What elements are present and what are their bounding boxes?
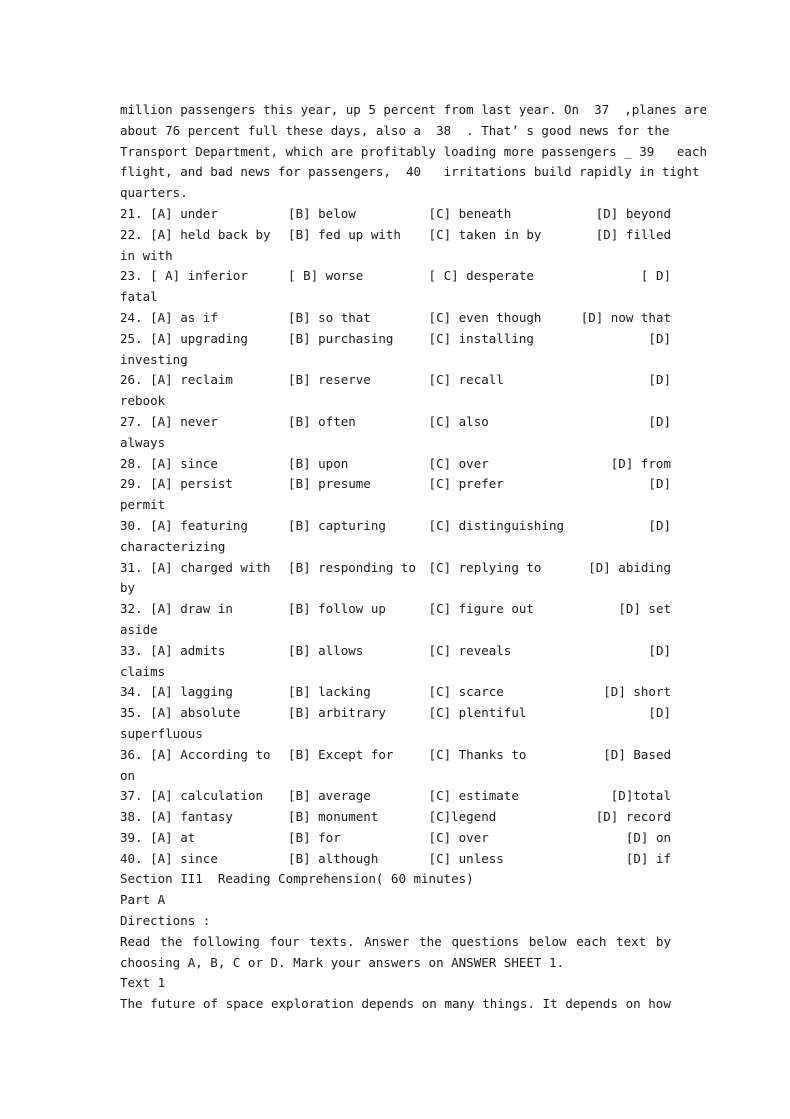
option-c[interactable]: [C] figure out [428, 601, 534, 617]
option-a[interactable]: [A] upgrading [150, 330, 248, 346]
option-a[interactable]: [A] charged with [150, 559, 271, 575]
option-d[interactable]: [D] from [610, 455, 671, 471]
option-c[interactable]: [C] even though [428, 309, 542, 325]
option-c[interactable]: [C] over [428, 455, 489, 471]
option-d[interactable]: [D]total [610, 788, 671, 804]
option-a[interactable]: [A] According to [150, 746, 271, 762]
option-b[interactable]: [B] reserve [288, 372, 371, 388]
option-d[interactable]: [D] now that [580, 309, 671, 325]
option-a[interactable]: [A] fantasy [150, 809, 233, 825]
directions-line: choosing A, B, C or D. Mark your answers on ANSWER SHEET 1. [120, 954, 565, 970]
directions-line [120, 932, 671, 953]
option-d[interactable]: [D] short [603, 684, 671, 700]
option-d[interactable]: [D] [648, 476, 671, 492]
word: how [648, 996, 671, 1012]
word: the [159, 933, 183, 949]
word: by [655, 933, 671, 949]
question-row [120, 828, 671, 849]
option-c[interactable]: [C] recall [428, 372, 504, 388]
option-c[interactable]: [C] plentiful [428, 705, 527, 721]
option-c[interactable]: [C] replying to [428, 559, 542, 575]
option-d[interactable]: [D] [648, 705, 671, 721]
option-b[interactable]: [B] so that [288, 309, 371, 325]
question-row [120, 308, 671, 329]
section-title: Section II1 Reading Comprehension( 60 minutes) [120, 871, 474, 887]
word: depends [361, 996, 415, 1012]
option-a[interactable]: [A] at [150, 829, 196, 845]
text-label: Text 1 [120, 975, 166, 991]
option-c[interactable]: [C] Thanks to [428, 746, 527, 762]
question-number: 33. [120, 642, 151, 658]
question-number: 21. [120, 205, 151, 221]
option-c[interactable]: [C] estimate [428, 788, 519, 804]
question-number: 35. [120, 705, 151, 721]
passage-line: flight, and bad news for passengers, 40 irritations build rapidly in tight [120, 164, 700, 180]
option-d[interactable]: [D] abiding [588, 559, 671, 575]
option-b[interactable]: [B] purchasing [288, 330, 394, 346]
question-row [120, 474, 671, 495]
question-row [120, 329, 671, 350]
question-list [120, 204, 671, 870]
option-wrap-text: permit [120, 497, 166, 513]
option-c[interactable]: [C] prefer [428, 476, 504, 492]
option-wrap-text: in with [120, 247, 173, 263]
part-label: Part A [120, 892, 166, 908]
word: It [542, 996, 558, 1012]
word: The [120, 996, 143, 1012]
word: depends [565, 996, 618, 1012]
word: on [625, 996, 641, 1012]
question-row [120, 370, 671, 391]
option-a[interactable]: [A] since [150, 850, 218, 866]
passage-line: million passengers this year, up 5 percent from last year. On 37 ,planes are [120, 102, 707, 117]
option-wrap-text: investing [120, 351, 188, 367]
option-b[interactable]: [B] for [288, 829, 341, 845]
passage-line: quarters. [120, 185, 188, 201]
option-a[interactable]: [A] featuring [150, 517, 248, 533]
option-b[interactable]: [B] upon [288, 455, 349, 471]
option-d[interactable]: [D] filled [595, 226, 671, 242]
question-row [120, 641, 671, 662]
question-row [120, 225, 671, 246]
option-wrap-text: superfluous [120, 725, 203, 741]
option-wrap-text: characterizing [120, 538, 226, 554]
option-b[interactable]: [B] follow up [288, 601, 386, 617]
question-number: 36. [120, 746, 151, 762]
option-wrap-text: always [120, 434, 166, 450]
option-c[interactable]: [C] installing [428, 330, 534, 346]
option-b[interactable]: [B] capturing [288, 517, 386, 533]
question-row [120, 204, 671, 225]
option-c[interactable]: [C]legend [428, 809, 497, 825]
option-a[interactable]: [A] under [150, 205, 218, 221]
option-a[interactable]: [A] admits [150, 642, 226, 658]
option-b[interactable]: [B] although [288, 850, 379, 866]
word: things. [482, 996, 535, 1012]
question-row [120, 558, 671, 579]
question-number: 25. [120, 330, 151, 346]
option-b[interactable]: [B] Except for [288, 746, 394, 762]
word: four [269, 933, 300, 949]
option-a[interactable]: [A] since [150, 455, 218, 471]
option-wrap-text: rebook [120, 393, 166, 409]
option-c[interactable]: [C] over [428, 829, 489, 845]
option-c[interactable]: [ C] desperate [428, 268, 534, 284]
option-wrap-text: claims [120, 663, 166, 679]
option-d[interactable]: [D] [648, 413, 671, 429]
text-start-line [120, 994, 671, 1015]
option-a[interactable]: [A] absolute [150, 705, 241, 721]
question-row [120, 516, 671, 537]
option-d[interactable]: [D] [648, 330, 671, 346]
option-b[interactable]: [B] allows [288, 642, 364, 658]
option-a[interactable]: [A] draw in [150, 601, 233, 617]
word: each [576, 933, 607, 949]
option-b[interactable]: [B] responding to [288, 559, 416, 575]
word: following [192, 933, 260, 949]
question-number: 27. [120, 413, 151, 429]
option-a[interactable]: [A] as if [150, 309, 218, 325]
question-number: 28. [120, 455, 151, 471]
word: texts. [309, 933, 355, 949]
option-a[interactable]: [A] reclaim [150, 372, 233, 388]
option-b[interactable]: [B] monument [288, 809, 379, 825]
question-number: 39. [120, 829, 151, 845]
option-wrap-text: on [120, 767, 136, 783]
question-number: 29. [120, 476, 151, 492]
question-row [120, 599, 671, 620]
question-row [120, 412, 671, 433]
question-row [120, 786, 671, 807]
word: many [444, 996, 475, 1012]
word: the [419, 933, 442, 949]
option-c[interactable]: [C] distinguishing [428, 517, 565, 533]
word: below [528, 933, 567, 949]
option-d[interactable]: [D] [648, 642, 671, 658]
option-d[interactable]: [ D] [640, 268, 671, 284]
option-a[interactable]: [ A] inferior [150, 268, 248, 284]
word: future [150, 996, 196, 1012]
option-b[interactable]: [ B] worse [288, 268, 364, 284]
question-number: 22. [120, 226, 151, 242]
word: of [203, 996, 219, 1012]
question-number: 34. [120, 684, 151, 700]
option-d[interactable]: [D] if [625, 850, 671, 866]
option-a[interactable]: [A] lagging [150, 684, 233, 700]
document-page [120, 100, 707, 1015]
option-a[interactable]: [A] persist [150, 476, 233, 492]
word: on [421, 996, 437, 1012]
option-b[interactable]: [B] below [288, 205, 356, 221]
question-number: 38. [120, 809, 151, 825]
passage-line: Transport Department, which are profitably loading more passengers _ 39 each [120, 143, 707, 159]
question-row [120, 703, 671, 724]
option-d[interactable]: [D] [648, 517, 671, 533]
option-wrap-text: by [120, 580, 136, 596]
word: questions [451, 933, 520, 949]
option-c[interactable]: [C] taken in by [428, 226, 542, 242]
question-number: 26. [120, 372, 151, 388]
directions-label: Directions : [120, 913, 211, 929]
question-row [120, 266, 671, 287]
question-row [120, 807, 671, 828]
option-a[interactable]: [A] never [150, 413, 218, 429]
question-row [120, 682, 671, 703]
option-d[interactable]: [D] record [595, 809, 671, 825]
question-number: 40. [120, 850, 151, 866]
question-row [120, 454, 671, 475]
question-number: 30. [120, 517, 151, 533]
option-c[interactable]: [C] beneath [428, 205, 512, 221]
question-number: 37. [120, 788, 151, 804]
word: space [225, 996, 264, 1012]
option-wrap-text: aside [120, 621, 158, 637]
option-d[interactable]: [D] beyond [595, 205, 671, 221]
question-number: 32. [120, 601, 151, 617]
option-wrap-text: fatal [120, 289, 158, 305]
option-b[interactable]: [B] lacking [288, 684, 371, 700]
option-b[interactable]: [B] often [288, 413, 356, 429]
option-c[interactable]: [C] unless [428, 850, 504, 866]
question-number: 24. [120, 309, 151, 325]
option-b[interactable]: [B] presume [288, 476, 371, 492]
question-number: 31. [120, 559, 151, 575]
option-d[interactable]: [D] set [618, 601, 671, 617]
option-c[interactable]: [C] scarce [428, 684, 504, 700]
option-b[interactable]: [B] fed up with [288, 226, 401, 242]
option-d[interactable]: [D] Based [603, 746, 671, 762]
word: Answer [364, 933, 410, 949]
option-d[interactable]: [D] [648, 372, 671, 388]
question-row [120, 745, 671, 766]
question-number: 23. [120, 268, 151, 284]
option-d[interactable]: [D] on [625, 829, 671, 845]
option-c[interactable]: [C] also [428, 413, 489, 429]
question-row [120, 849, 671, 870]
option-a[interactable]: [A] held back by [150, 226, 271, 242]
option-b[interactable]: [B] average [288, 788, 371, 804]
word: text [616, 933, 647, 949]
passage-end [120, 100, 707, 204]
option-c[interactable]: [C] reveals [428, 642, 512, 658]
option-a[interactable]: [A] calculation [150, 788, 263, 804]
passage-line: about 76 percent full these days, also a 38 . That’ s good news for the [120, 122, 670, 138]
word: Read [120, 933, 151, 949]
option-b[interactable]: [B] arbitrary [288, 705, 386, 721]
word: exploration [271, 996, 354, 1012]
